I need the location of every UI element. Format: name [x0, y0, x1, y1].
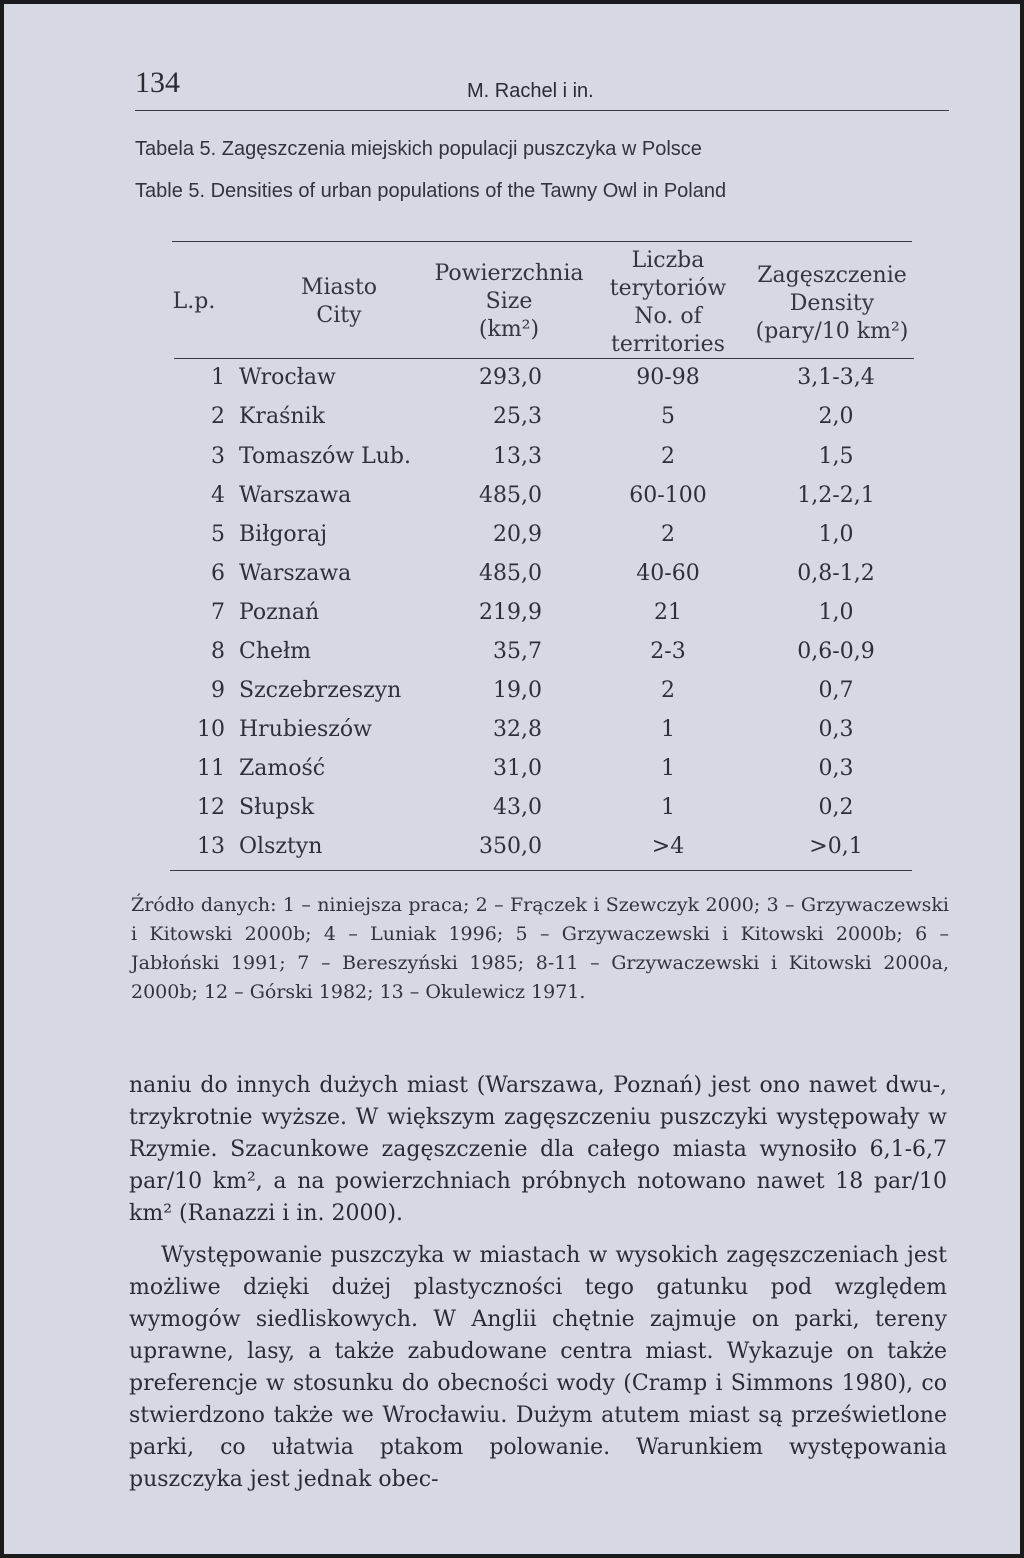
table-row: 8 Chełm 35,7 2-3 0,6-0,9 [211, 639, 875, 664]
page-number: 134 [135, 66, 180, 99]
header-size: Powierzchnia Size (km²) [434, 261, 584, 342]
table-row: 12 Słupsk 43,0 1 0,2 [197, 795, 854, 820]
table-row: 1 Wrocław 293,0 90-98 3,1-3,4 [211, 365, 875, 390]
table-row: 13 Olsztyn 350,0 >4 >0,1 [197, 834, 863, 859]
header-lp: L.p. [172, 289, 216, 314]
table-row: 6 Warszawa 485,0 40-60 0,8-1,2 [211, 561, 875, 586]
table-row: 11 Zamość 31,0 1 0,3 [197, 756, 854, 781]
table-row: 7 Poznań 219,9 21 1,0 [211, 600, 854, 625]
table-row: 4 Warszawa 485,0 60-100 1,2-2,1 [211, 483, 875, 508]
body-paragraph-2: Występowanie puszczyka w miastach w wysokich zagęszczeniach jest możliwe dzięki dużej plastyczności tego gatunku pod względem wymogów siedliskowych. W Anglii chętnie zajmuje on parki, tereny uprawne, lasy, a także zabudowane centra miast. Wykazuje on także preferencje w stosunku do obecności wody (Cramp i Simmons 1980), co stwierdzono także we Wrocławiu. Dużym atutem miast są prześwietlone parki, co ułatwia ptakom polowanie. Warunkiem występowania puszczyka jest jednak obec- [129, 1243, 947, 1492]
table-caption-polish: Tabela 5. Zagęszczenia miejskich populacji puszczyka w Polsce [135, 138, 702, 160]
body-paragraph-1: naniu do innych dużych miast (Warszawa, Poznań) jest ono nawet dwu-, trzykrotnie wyższe. W większym zagęszczeniu puszczyki występowały w Rzymie. Szacunkowe zagęszczenie dla całego miasta wynosiło 6,1-6,7 par/10 km², a na powierzchniach próbnych notowano nawet 18 par/10 km² (Ranazzi i in. 2000). [129, 1073, 947, 1226]
header-territories: Liczba terytoriów No. of territories [609, 248, 727, 357]
table-row: 5 Biłgoraj 20,9 2 1,0 [211, 522, 854, 547]
header-density: Zagęszczenie Density (pary/10 km²) [755, 263, 909, 344]
table-bottom-rule [170, 870, 912, 871]
table-row: 10 Hrubieszów 32,8 1 0,3 [197, 717, 854, 742]
header-city: Miasto City [300, 275, 378, 328]
book-page [4, 4, 1020, 1554]
table-row: 3 Tomaszów Lub. 13,3 2 1,5 [211, 444, 854, 469]
table-caption-english: Table 5. Densities of urban populations of the Tawny Owl in Poland [135, 180, 727, 202]
table-row: 9 Szczebrzeszyn 19,0 2 0,7 [211, 678, 854, 703]
table-top-rule [172, 241, 912, 242]
table-row: 2 Kraśnik 25,3 5 2,0 [211, 404, 854, 429]
table-header-rule [174, 358, 914, 359]
table-sources-note: Źródło danych: 1 – niniejsza praca; 2 – Frączek i Szewczyk 2000; 3 – Grzywaczewski i Kitowski 2000b; 4 – Luniak 1996; 5 – Grzywaczewski i Kitowski 2000b; 6 – Jabłoński 1991; 7 – Bereszyński 1985; 8-11 – Grzywaczewski i Kitowski 2000a, 2000b; 12 – Górski 1982; 13 – Okulewicz 1971. [131, 894, 949, 1003]
page-header [135, 66, 949, 111]
running-head: M. Rachel i in. [467, 80, 594, 102]
